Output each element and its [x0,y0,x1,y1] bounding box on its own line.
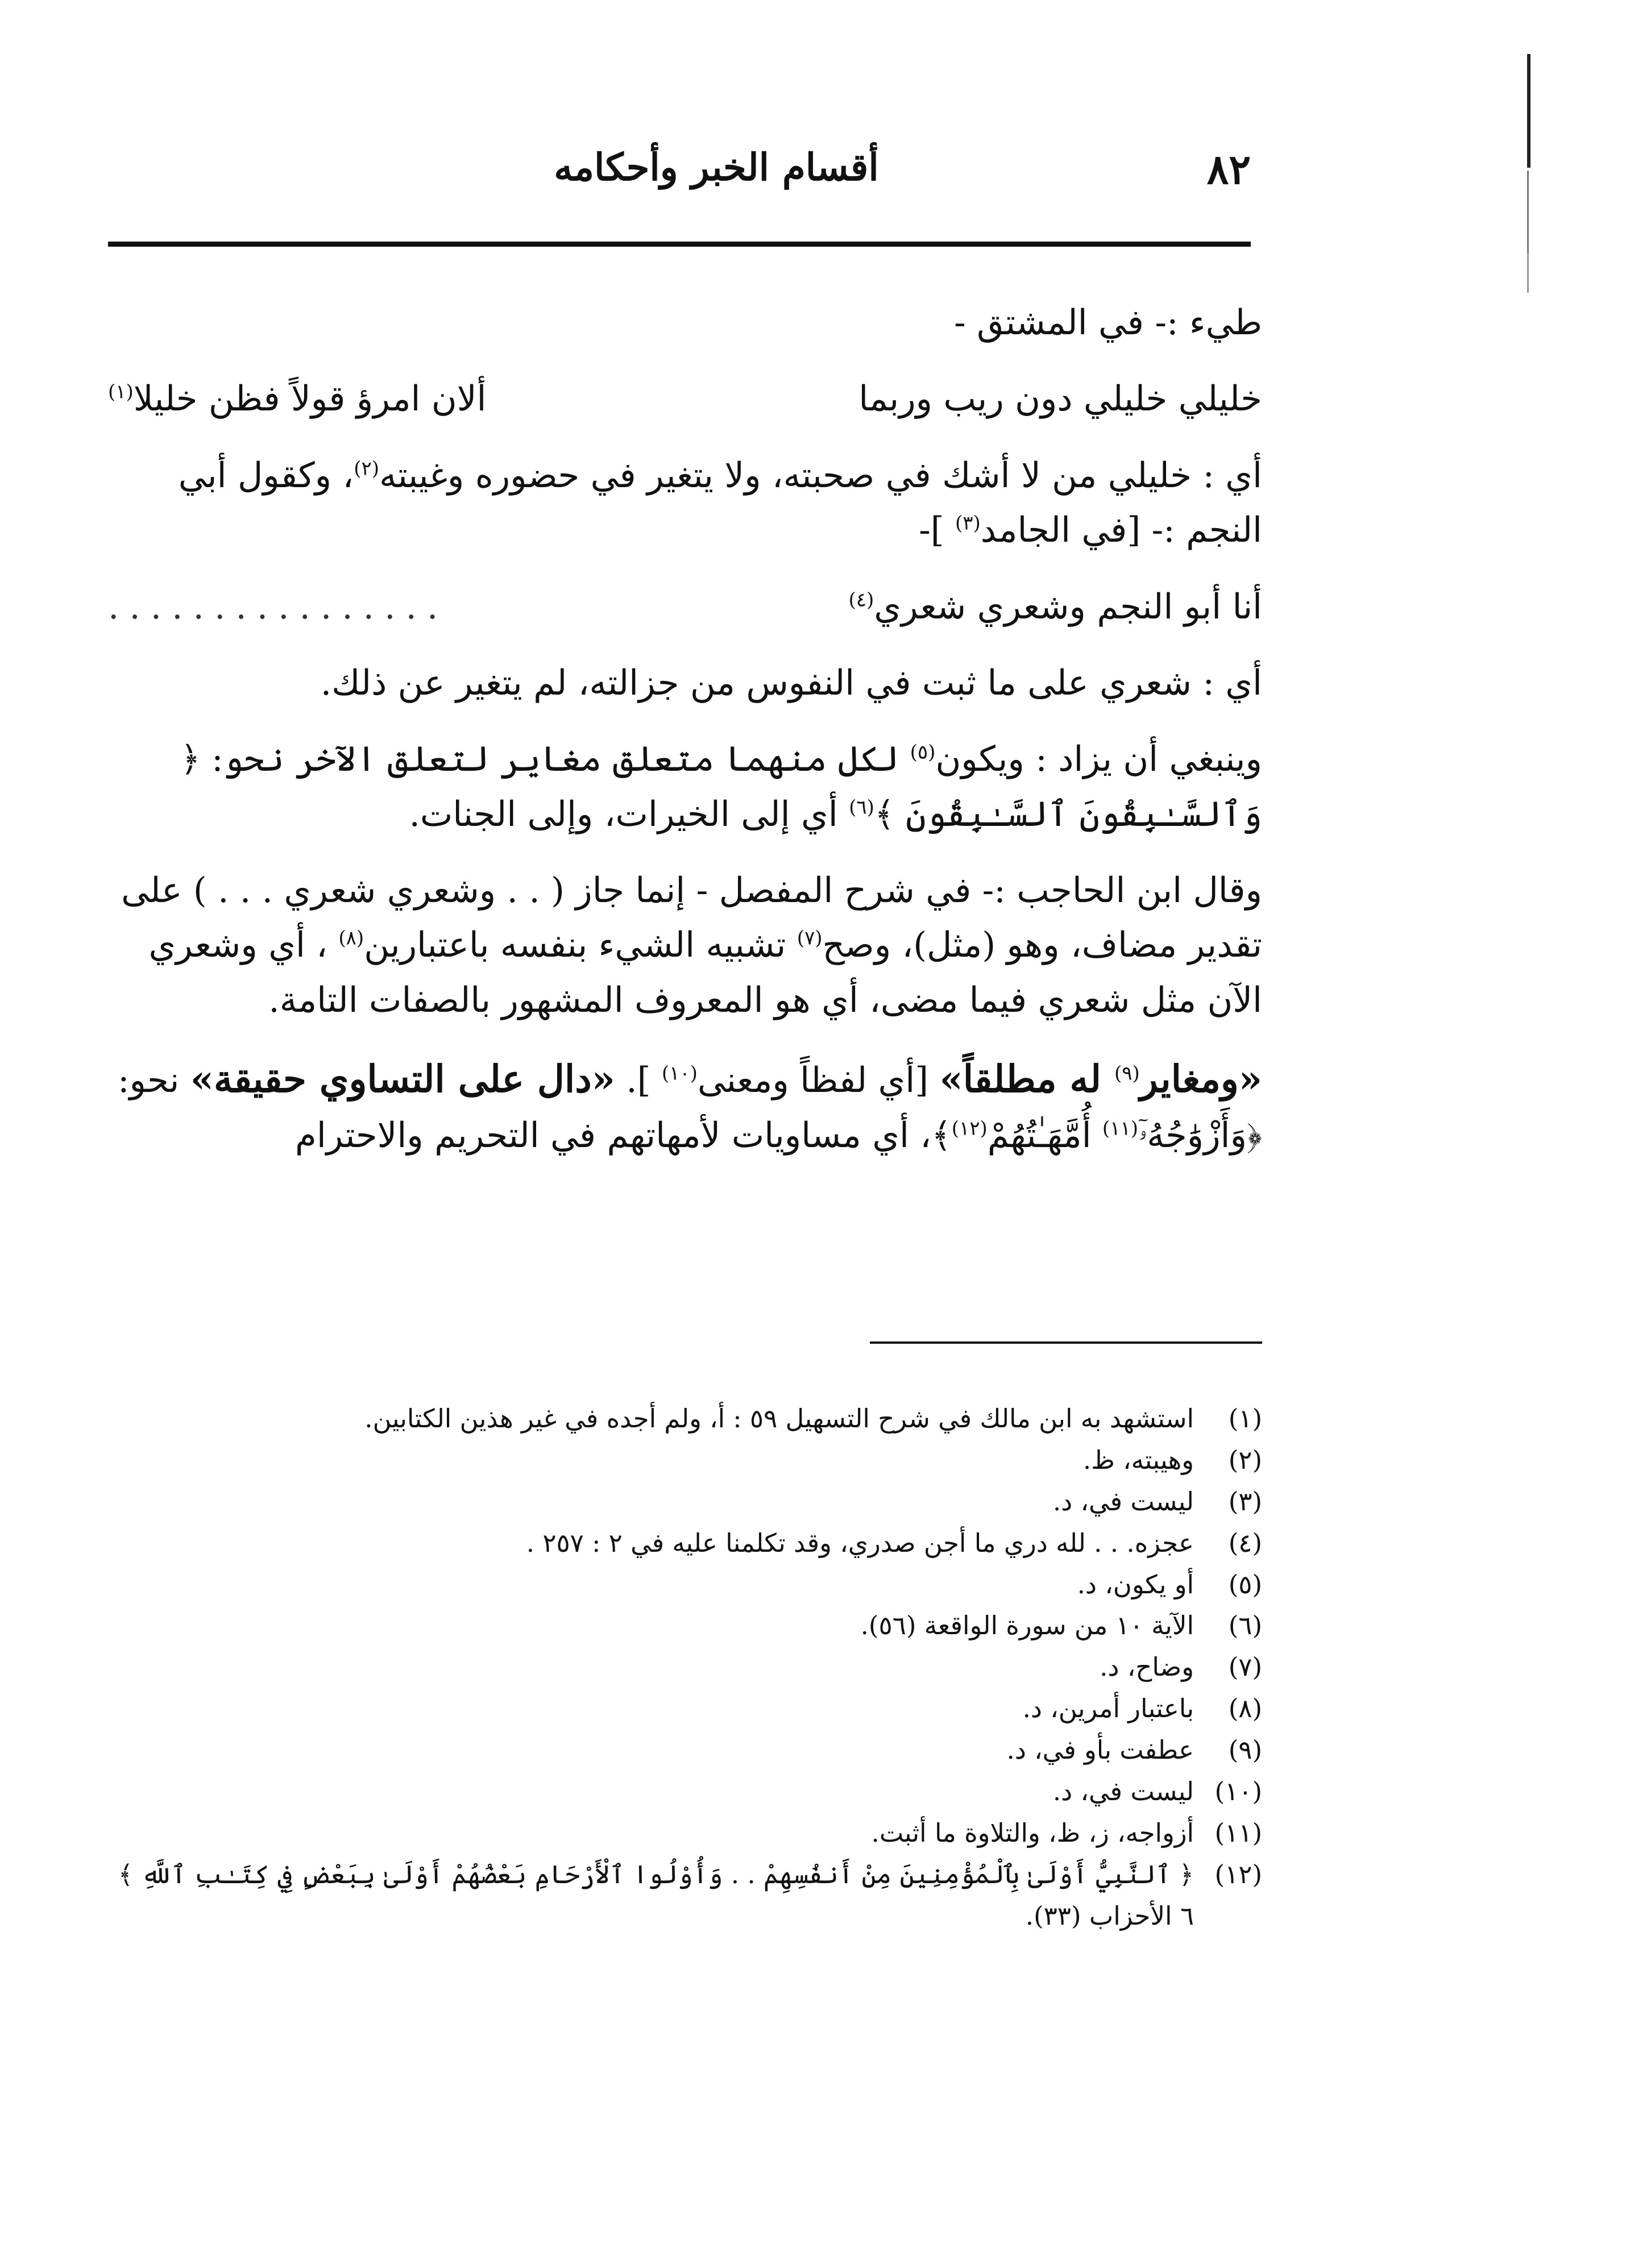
matn-quote: له مطلقاً» [939,1057,1114,1102]
footnote-number: (٢) [1228,1444,1262,1475]
scan-margin-mark [1527,253,1529,293]
footnote-ref: (٤) [848,588,874,612]
matn-quote: «دال على التساوي حقيقة» [190,1057,615,1102]
footnote-text: وضاح، د. [1100,1652,1194,1683]
footnote-text: ليست في، د. [1052,1486,1194,1517]
paragraph: «ومغاير$^{(٩)}$ له مطلقاً» [أي لفظاً ومعنى$^{(١٠)}$ ]. «دال على التساوي حقيقة» نحو: ﴿وَأَزْوَٰجُهُۥٓ$^{(١١)}$ أُمَّهَـٰتُهُمْ$^{(١٢)}$﴾، أي مساويات لأمهاتهم في التحريم والاحترام [117,1057,1262,1156]
page-header [108,145,1251,207]
footnote-text: ليست في، د. [1052,1776,1194,1807]
footnote-number: (١٢) [1214,1859,1262,1889]
footnote-text: وهيبته، ظ. [1082,1444,1194,1475]
footnote-number: (٦) [1228,1610,1262,1641]
paragraph: طيء :- في المشتق - [954,302,1262,343]
main-text [108,296,1262,1185]
paragraph: أي : شعري على ما ثبت في النفوس من جزالته، لم يتغير عن ذلك. [320,662,1262,703]
footnote-number: (٧) [1228,1652,1262,1683]
verse-line [108,372,1262,426]
footnote-ref: (٩) [1114,1062,1140,1085]
footnote-ref: (٦) [849,796,874,819]
footnotes [108,1398,1262,1937]
footnote-number: (٨) [1228,1693,1262,1724]
footnote [108,1481,1262,1523]
verse-second-hemistich: ألان امرؤ قولاً فظن خليلا$^{(١)}$ [108,379,487,419]
footnote-ref: (١١) [1102,1118,1138,1141]
footnote-ref: (٢) [354,457,380,480]
footnote-continuation: ٦ الأحزاب (٣٣). [1025,1900,1194,1931]
paragraph: وينبغي أن يزاد : ويكون$^{(٥)}$ لكل منهما متعلق مغاير لتعلق الآخر نحو: ﴿ وَٱلسَّـٰبِقُونَ ٱلسَّـٰبِقُونَ ﴾$^{(٦)}$ أي إلى الخيرات، وإلى الجنات. [180,739,1262,834]
verse-first-hemistich: أنا أبو النجم وشعري شعري$^{(٤)}$ [848,586,1262,627]
footnote-text: أزواجه، ز، ظ، والتلاوة ما أثبت. [871,1817,1194,1848]
footnote-ref: (٧) [797,927,823,950]
footnote-ref: (١٢) [951,1118,988,1141]
footnote-ref: (٣) [955,512,981,535]
footnote-text: استشهد به ابن مالك في شرح التسهيل ٥٩ : أ، ولم أجده في غير هذين الكتابين. [364,1403,1194,1434]
page-number: ٨٢ [1206,145,1251,193]
footnote [108,1771,1262,1813]
footnote [108,1605,1262,1647]
footnote [108,1730,1262,1771]
footnote-ref: (٨) [338,927,364,950]
running-title: أقسام الخبر وأحكامه [554,145,879,189]
footnote-number: (٤) [1228,1527,1262,1558]
footnote [108,1854,1262,1896]
footnote-number: (٥) [1228,1569,1262,1600]
footnote-text: باعتبار أمرين، د. [1022,1693,1194,1724]
footnote-number: (١) [1228,1403,1262,1434]
footnote [108,1688,1262,1730]
paragraph: وقال ابن الحاجب :- في شرح المفصل - إنما جاز ( . . وشعري شعري . . . ) على تقدير مضاف، وهو (مثل)، وصح$^{(٧)}$ تشبيه الشيء بنفسه باعتبارين$^{(٨)}$ ، أي وشعري الآن مثل شعري فيما مضى، أي هو المعروف المشهور بالصفات التامة. [121,870,1262,1020]
footnote-text: ﴿ ٱلنَّبِيُّ أَوْلَىٰ بِٱلْمُؤْمِنِينَ مِنْ أَنفُسِهِمْ . . وَأُوْلُوا ٱلْأَرْحَامِ بَعْضُهُمْ أَوْلَىٰ بِبَعْضٍ فِي كِتَـٰبِ ٱللَّهِ ﴾ [118,1859,1194,1889]
footnote-text: عجزه. . . لله دري ما أجن صدري، وقد تكلمنا عليه في ٢ : ٢٥٧ . [526,1527,1194,1558]
footnote [108,1523,1262,1564]
matn-quote: «ومغاير [1139,1057,1262,1102]
footnote-ref: (١) [108,381,134,404]
verse-omission-dots: ................ [108,586,449,627]
footnote [108,1813,1262,1854]
footnote-ref: (١٠) [661,1062,698,1085]
footnote [108,1647,1262,1688]
verse-line [108,580,1262,634]
footnote [108,1398,1262,1440]
footnote-rule [870,1341,1262,1344]
header-rule [108,242,1251,247]
footnote [108,1440,1262,1481]
footnote-text: أو يكون، د. [1077,1569,1194,1600]
footnote-number: (٣) [1228,1486,1262,1517]
scan-margin-mark [1527,171,1529,261]
footnote-text: عطفت بأو في، د. [1006,1735,1194,1766]
paragraph: أي : خليلي من لا أشك في صحبته، ولا يتغير في حضوره وغيبته$^{(٢)}$، وكقول أبي النجم :- [في الجامد$^{(٣)}$ ]- [178,455,1262,551]
footnote [108,1564,1262,1606]
footnote-number: (١٠) [1214,1776,1262,1807]
footnote-number: (١١) [1214,1817,1262,1848]
verse-first-hemistich: خليلي خليلي دون ريب وربما [858,379,1262,419]
footnote-ref: (٥) [910,741,936,764]
footnote-text: الآية ١٠ من سورة الواقعة (٥٦). [860,1610,1194,1641]
footnote-number: (٩) [1228,1735,1262,1766]
scan-margin-mark [1527,54,1531,168]
